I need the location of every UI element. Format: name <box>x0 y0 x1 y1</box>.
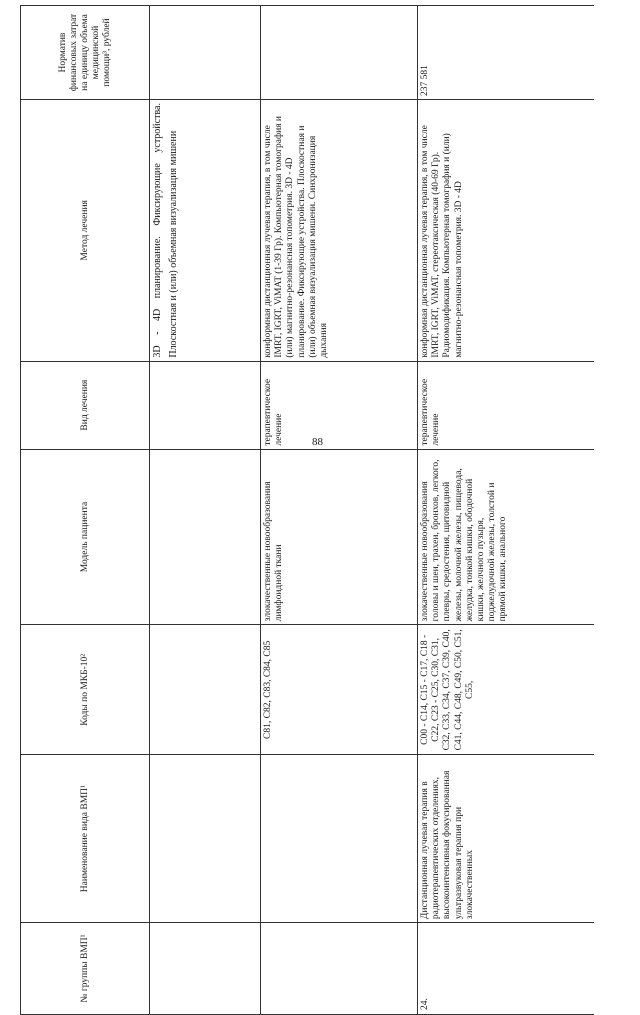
table-row <box>261 6 418 1015</box>
cell-group-number: 24. <box>418 923 595 1015</box>
header-patient-model: Модель пациента <box>21 449 150 625</box>
table-row-continuation <box>150 6 261 1015</box>
header-row <box>21 6 150 1015</box>
cell-empty <box>261 6 418 100</box>
header-treatment-method: Метод лечения <box>21 100 150 362</box>
cell-method: конформная дистанционная лучевая терапия, в том числе IMRT, IGRT, ViMAT (1-39 Гр). Компьютерная томография и (или) магнитно-резонансная топометрия. 3D - 4D планирование. Фиксирующие устройства. Плоскостная и (или) объемная визуализация мишени. Синхронизация дыхания <box>261 100 418 362</box>
cell-icd-codes: C81, C82, C83, C84, C85 <box>261 625 418 755</box>
cell-patient-model: злокачественные новообразования головы и шеи, трахеи, бронхов, легкого, плевры, средостения, щитовидной железы, молочной железы, пищевода, желудка, тонкой кишки, ободочной кишки, желчного пузыря, поджелудочной железы, толстой и прямой кишки, анального <box>418 449 595 625</box>
cell-patient-model: злокачественные новообразования лимфоидной ткани <box>261 449 418 625</box>
cell-empty <box>261 755 418 923</box>
header-cost-standard: Норматив финансовых затрат на единицу объема медицинской помощи³, рублей <box>21 6 150 100</box>
cell-cost: 237 581 <box>418 6 595 100</box>
header-vmp-name: Наименование вида ВМП¹ <box>21 755 150 923</box>
cell-method: 3D - 4D планирование. Фиксирующие устройства. Плоскостная и (или) объемная визуализация мишени <box>150 100 261 362</box>
cell-method: конформная дистанционная лучевая терапия, в том числе IMRT, IGRT, ViMAT, стереотаксическая (40-69 Гр). Радиомодификация. Компьютерная томография и (или) магнитно-резонансная топометрия. 3D - 4D <box>418 100 595 362</box>
rotated-table-wrapper <box>20 5 632 1015</box>
vmp-table <box>20 5 594 1015</box>
header-treatment-type: Вид лечения <box>21 361 150 449</box>
cell-treatment-type: терапевтическое лечение <box>261 361 418 449</box>
header-group-number: № группы ВМП¹ <box>21 923 150 1015</box>
header-icd-codes: Коды по МКБ-10² <box>21 625 150 755</box>
page-number: 88 <box>312 436 323 448</box>
cell-vmp-name: Дистанционная лучевая терапия в радиотерапевтических отделениях, высокоинтенсивная фокусированная ультразвуковая терапия при злокачественных <box>418 755 595 923</box>
cell-empty <box>150 923 261 1015</box>
cell-empty <box>150 6 261 100</box>
cell-treatment-type: терапевтическое лечение <box>418 361 595 449</box>
cell-empty <box>150 361 261 449</box>
cell-empty <box>150 449 261 625</box>
cell-icd-codes: C00 - C14, C15 - C17, C18 - C22, C23 - C25, C30, C31, C32, C33, C34, C37, C39, C40, C41, C44, C48, C49, C50, C51, C55, <box>418 625 595 755</box>
cell-empty <box>261 923 418 1015</box>
cell-empty <box>150 625 261 755</box>
cell-empty <box>150 755 261 923</box>
table-row <box>418 6 595 1015</box>
